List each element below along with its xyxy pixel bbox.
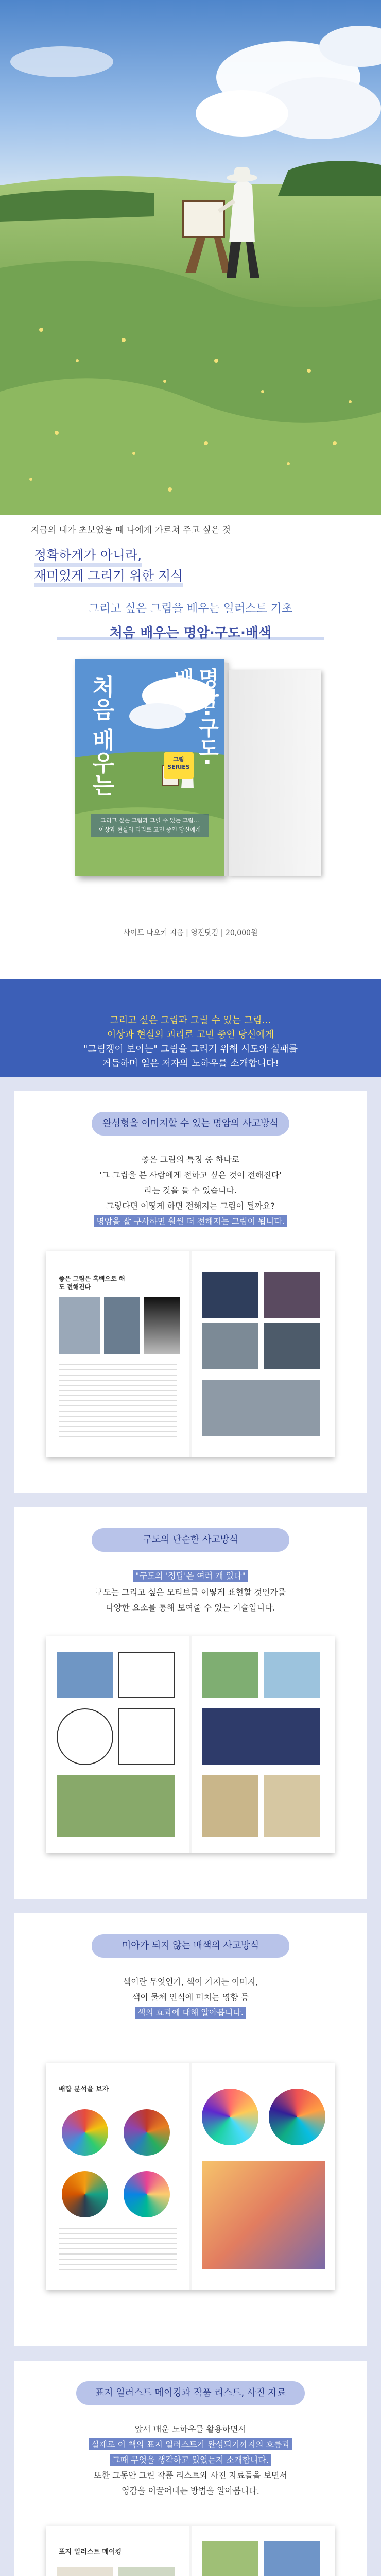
composition-diagram xyxy=(118,1652,175,1698)
composition-text-2: 다양한 요소를 통해 보여줄 수 있는 기술입니다. xyxy=(106,1603,275,1613)
spread-left-page xyxy=(46,2526,189,2576)
making-text-2: 또한 그동안 그린 작품 리스트와 사진 자료들을 보면서 xyxy=(94,2470,287,2480)
figure-placeholder xyxy=(202,1708,320,1765)
page-heading-color: 배합 분석을 보자 xyxy=(59,2086,109,2093)
color-wheel-figure xyxy=(124,2171,170,2217)
making-highlight-line-1 xyxy=(14,2438,367,2450)
figure-placeholder xyxy=(118,2567,175,2576)
cover-blurb xyxy=(91,814,209,837)
cover-blurb-line-1: 그리고 싶은 그림과 그릴 수 있는 그림… xyxy=(100,817,199,824)
spread-right-page xyxy=(192,2526,335,2576)
figure-placeholder xyxy=(264,1775,320,1837)
figure-placeholder xyxy=(57,1652,113,1698)
text-lines xyxy=(59,2228,177,2274)
text-lines xyxy=(59,1364,177,1442)
intro-highlight-2-text: 재미있게 그리기 위한 지식 xyxy=(34,568,183,587)
book-section xyxy=(0,587,381,979)
figure-placeholder xyxy=(264,1652,320,1698)
intro-lead-text: 지금의 내가 초보였을 때 나에게 가르쳐 주고 싶은 것 xyxy=(31,525,231,535)
making-text-3: 영감을 이끌어내는 방법을 알아봅니다. xyxy=(122,2486,259,2496)
book-main-title: 처음 배우는 명암·구도·배색 xyxy=(109,625,272,641)
color-wheel-figure xyxy=(269,2089,325,2145)
shading-text-4: 그렇다면 어떻게 하면 전해지는 그림이 될까요? xyxy=(106,1201,275,1211)
figure-placeholder xyxy=(202,1775,258,1837)
composition-highlight: "구도의 '정답'은 여러 개 있다" xyxy=(133,1570,248,1582)
figure-placeholder xyxy=(202,2161,325,2269)
spread-right-page xyxy=(192,2063,335,2290)
book-spine xyxy=(224,663,229,876)
banner-line-3: "그림쟁이 보이는" 그림을 그리기 위해 시도와 실패를 xyxy=(83,1044,298,1055)
book-author-info: 사이토 나오키 지음 | 영진닷컴 | 20,000원 xyxy=(123,929,258,937)
shading-highlight: 명암을 잘 구사하면 훨씬 더 전해지는 그림이 됩니다. xyxy=(94,1215,286,1227)
page-heading-making: 표지 일러스트 메이킹 xyxy=(59,2548,122,2556)
feature-card-shading xyxy=(14,1091,367,1493)
figure-placeholder xyxy=(59,1297,100,1354)
composition-diagram xyxy=(118,1708,175,1765)
shading-text-1: 좋은 그림의 특징 중 하나로 xyxy=(141,1155,240,1164)
spread-right-page xyxy=(192,1636,335,1853)
figure-placeholder xyxy=(202,1272,258,1318)
banner-line-2: 이상과 현실의 괴리로 고민 중인 당신에게 xyxy=(107,1029,274,1040)
making-highlight-2: 그때 무엇을 생각하고 있었는지 소개합니다. xyxy=(110,2454,271,2466)
spread-left-page xyxy=(46,1636,189,1853)
feature-card-color xyxy=(14,1913,367,2346)
color-wheel-figure xyxy=(202,2089,258,2145)
making-highlight-line-2 xyxy=(14,2453,367,2465)
color-text-2: 색이 물체 인식에 미치는 영향 등 xyxy=(132,1992,249,2002)
cover-title-right: 명암·구도·배색 xyxy=(170,668,219,766)
banner-line-4: 거듭하며 얻은 저자의 노하우를 소개합니다! xyxy=(102,1058,279,1069)
color-wheel-figure xyxy=(62,2171,108,2217)
color-wheel-figure xyxy=(124,2109,170,2156)
spread-left-page xyxy=(46,1251,189,1457)
figure-placeholder xyxy=(57,2567,113,2576)
shading-page-spread xyxy=(46,1251,335,1457)
blue-banner xyxy=(0,979,381,1077)
book-pages-edge xyxy=(229,670,321,876)
figure-placeholder xyxy=(264,2541,320,2576)
book-cover xyxy=(75,659,224,876)
making-highlight-1: 실제로 이 책의 표지 일러스트가 완성되기까지의 흐름과 xyxy=(89,2438,292,2450)
spread-left-page xyxy=(46,2063,189,2290)
figure-placeholder xyxy=(264,1323,320,1369)
making-page-spread xyxy=(46,2526,335,2576)
figure-placeholder xyxy=(202,1323,258,1369)
color-highlight: 색의 효과에 대해 알아봅니다. xyxy=(135,2007,246,2019)
series-badge: 그림 SERIES xyxy=(164,752,194,779)
intro-section xyxy=(0,515,381,587)
composition-page-spread xyxy=(46,1636,335,1853)
shading-text-3: 라는 것을 들 수 있습니다. xyxy=(144,1185,237,1195)
figure-placeholder xyxy=(264,1272,320,1318)
feature-pill-color: 미아가 되지 않는 배색의 사고방식 xyxy=(92,1934,289,1958)
color-wheel-figure xyxy=(62,2109,108,2156)
color-page-spread xyxy=(46,2063,335,2290)
value-scale-figure xyxy=(144,1297,180,1354)
figure-placeholder xyxy=(202,1652,258,1698)
page-heading-shading: 좋은 그림은 흑백으로 해도 전해진다 xyxy=(59,1275,125,1291)
composition-highlight-line xyxy=(14,1569,367,1581)
color-highlight-line xyxy=(14,2006,367,2018)
shading-highlight-line xyxy=(14,1215,367,1227)
feature-pill-making: 표지 일러스트 메이킹과 작품 리스트, 사진 자료 xyxy=(76,2381,305,2405)
shading-text-2: '그 그림을 본 사람에게 전하고 싶은 것이 전해진다' xyxy=(99,1170,282,1180)
feature-card-composition xyxy=(14,1507,367,1899)
figure-placeholder xyxy=(202,2541,258,2576)
intro-highlight-2 xyxy=(31,565,186,585)
spread-right-page xyxy=(192,1251,335,1457)
hero-painting xyxy=(0,0,381,515)
figure-placeholder xyxy=(57,1775,175,1837)
cover-blurb-line-2: 이상과 현실의 괴리로 고민 중인 당신에게 xyxy=(98,826,201,833)
hero-illustration xyxy=(0,0,381,515)
composition-text-1: 구도는 그리고 싶은 모티브를 어떻게 표현할 것인가를 xyxy=(95,1587,286,1597)
banner-line-1: 그리고 싶은 그림과 그릴 수 있는 그림… xyxy=(110,1015,271,1026)
color-text-1: 색이란 무엇인가, 색이 가지는 이미지, xyxy=(123,1977,258,1987)
features-area xyxy=(0,1077,381,2576)
making-text-1: 앞서 배운 노하우를 활용하면서 xyxy=(134,2424,247,2434)
feature-card-making xyxy=(14,2361,367,2576)
intro-highlight-1 xyxy=(31,544,145,565)
feature-pill-composition: 구도의 단순한 사고방식 xyxy=(92,1528,289,1552)
book-subtitle: 그리고 싶은 그림을 배우는 일러스트 기초 xyxy=(88,602,293,615)
figure-placeholder xyxy=(104,1297,140,1354)
feature-pill-shading: 완성형을 이미지할 수 있는 명암의 사고방식 xyxy=(92,1112,289,1136)
intro-highlight-1-text: 정확하게가 아니라, xyxy=(34,548,142,567)
cover-title-left: 처음 배우는 xyxy=(88,675,114,796)
figure-placeholder xyxy=(202,1380,320,1436)
composition-diagram xyxy=(57,1708,113,1765)
